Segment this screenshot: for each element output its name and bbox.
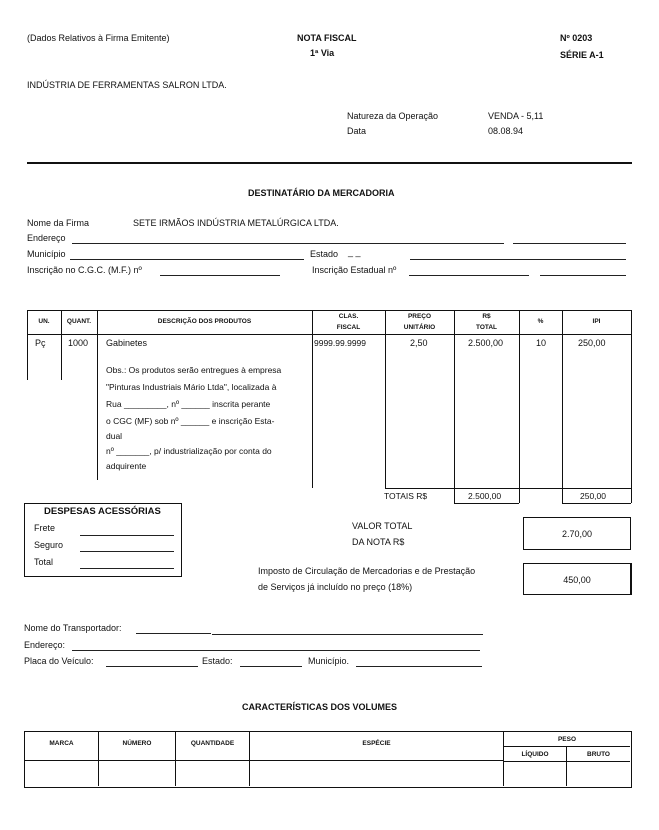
doc-title: NOTA FISCAL bbox=[297, 33, 357, 43]
valor-total-label: VALOR TOTAL bbox=[352, 521, 413, 531]
transporte-endereco-field[interactable] bbox=[72, 650, 480, 651]
endereco-field-2[interactable] bbox=[513, 243, 626, 244]
row-pct[interactable]: 10 bbox=[536, 338, 547, 348]
destinatario-title: DESTINATÁRIO DA MERCADORIA bbox=[248, 188, 395, 198]
col-header-bruto: BRUTO bbox=[587, 751, 610, 758]
obs-line: "Pinturas Industriais Mário Ltda", localizada à bbox=[106, 382, 277, 392]
totais-label: TOTAIS R$ bbox=[384, 491, 428, 501]
col-header-quant: QUANT. bbox=[66, 318, 92, 325]
municipio-label: Município bbox=[27, 249, 66, 259]
data-value: 08.08.94 bbox=[488, 126, 524, 136]
via-label: 1ª Via bbox=[310, 48, 335, 58]
col-header-ipi: IPI bbox=[592, 318, 601, 325]
emitente-caption: (Dados Relativos à Firma Emitente) bbox=[27, 33, 170, 43]
inscricao-cgc-field[interactable] bbox=[160, 275, 280, 276]
obs-line: adquirente bbox=[106, 461, 147, 471]
placa-label: Placa do Veículo: bbox=[24, 656, 94, 666]
col-header-marca: MARCA bbox=[49, 740, 74, 747]
obs-line: o CGC (MF) sob nº ______ e inscrição Esta- bbox=[106, 416, 275, 426]
frete-label: Frete bbox=[34, 523, 56, 533]
col-header-peso: PESO bbox=[557, 736, 577, 743]
row-un[interactable]: Pç bbox=[35, 338, 46, 348]
row-quant[interactable]: 1000 bbox=[68, 338, 89, 348]
nome-firma-label: Nome da Firma bbox=[27, 218, 90, 228]
col-header-total: TOTAL bbox=[475, 324, 498, 331]
volumes-title: CARACTERÍSTICAS DOS VOLUMES bbox=[242, 702, 398, 712]
municipio-field[interactable] bbox=[70, 259, 304, 260]
estado-label: Estado bbox=[310, 249, 339, 259]
transporte-municipio-label: Município. bbox=[308, 656, 350, 666]
estado-field-2[interactable] bbox=[410, 259, 626, 260]
col-header-liquido: LÍQUIDO bbox=[521, 751, 549, 758]
col-header-quantidade: QUANTIDADE bbox=[190, 740, 235, 747]
row-ipi[interactable]: 250,00 bbox=[578, 338, 606, 348]
obs-line: Obs.: Os produtos serão entregues à empresa bbox=[106, 365, 282, 375]
valor-total-value[interactable]: 2.70,00 bbox=[561, 529, 593, 539]
row-descricao[interactable]: Gabinetes bbox=[106, 338, 148, 348]
transporte-estado-label: Estado: bbox=[202, 656, 233, 666]
frete-field[interactable] bbox=[80, 535, 174, 536]
col-header-clas: CLAS. bbox=[338, 313, 359, 320]
transportador-field-2[interactable] bbox=[212, 634, 483, 635]
inscricao-estadual-field-2[interactable] bbox=[540, 275, 626, 276]
transportador-field[interactable] bbox=[136, 633, 211, 634]
totais-ipi[interactable]: 250,00 bbox=[580, 491, 606, 501]
obs-line: Rua _________, nº ______ inscrita perante bbox=[106, 399, 271, 409]
row-preco[interactable]: 2,50 bbox=[410, 338, 428, 348]
inscricao-cgc-label: Inscrição no C.G.C. (M.F.) nº bbox=[27, 265, 142, 275]
invoice-series: SÉRIE A-1 bbox=[560, 50, 604, 60]
despesas-total-field[interactable] bbox=[80, 568, 174, 569]
col-header-descricao: DESCRIÇÃO DOS PRODUTOS bbox=[157, 318, 252, 325]
col-header-numero: NÚMERO bbox=[122, 740, 152, 747]
icms-line-1: Imposto de Circulação de Mercadorias e de Prestação bbox=[258, 566, 476, 576]
transportador-label: Nome do Transportador: bbox=[24, 623, 122, 633]
invoice-number: Nº 0203 bbox=[560, 33, 593, 43]
obs-line: nº _______, p/ industrialização por conta do bbox=[106, 446, 272, 456]
col-header-especie: ESPÉCIE bbox=[362, 740, 391, 747]
row-total[interactable]: 2.500,00 bbox=[468, 338, 504, 348]
col-header-unitario: UNITÁRIO bbox=[403, 324, 436, 331]
col-header-rs: R$ bbox=[482, 313, 491, 320]
placa-field[interactable] bbox=[106, 666, 198, 667]
transporte-endereco-label: Endereço: bbox=[24, 640, 66, 650]
inscricao-estadual-label: Inscrição Estadual nº bbox=[312, 265, 397, 275]
col-header-pct: % bbox=[537, 318, 544, 325]
endereco-label: Endereço bbox=[27, 233, 66, 243]
despesas-total-label: Total bbox=[34, 557, 54, 567]
icms-line-2: de Serviços já incluído no preço (18%) bbox=[258, 582, 413, 592]
transporte-municipio-field[interactable] bbox=[356, 666, 482, 667]
nome-firma-value[interactable]: SETE IRMÃOS INDÚSTRIA METALÚRGICA LTDA. bbox=[133, 218, 339, 228]
inscricao-estadual-field[interactable] bbox=[409, 275, 529, 276]
obs-line: dual bbox=[106, 431, 123, 441]
natureza-label: Natureza da Operação bbox=[347, 111, 439, 121]
valor-total-label-2: DA NOTA R$ bbox=[352, 537, 405, 547]
header-divider bbox=[27, 162, 632, 164]
data-label: Data bbox=[347, 126, 367, 136]
seguro-label: Seguro bbox=[34, 540, 64, 550]
seguro-field[interactable] bbox=[80, 551, 174, 552]
col-header-un: UN. bbox=[38, 318, 50, 325]
col-header-fiscal: FISCAL bbox=[336, 324, 361, 331]
despesas-title: DESPESAS ACESSÓRIAS bbox=[44, 506, 161, 517]
natureza-value: VENDA - 5,11 bbox=[488, 111, 544, 121]
totais-value[interactable]: 2.500,00 bbox=[468, 491, 502, 501]
company-name: INDÚSTRIA DE FERRAMENTAS SALRON LTDA. bbox=[27, 80, 227, 90]
row-clas[interactable]: 9999.99.9999 bbox=[314, 338, 366, 348]
transporte-estado-field[interactable] bbox=[240, 666, 302, 667]
endereco-field[interactable] bbox=[72, 243, 504, 244]
icms-value[interactable]: 450,00 bbox=[563, 575, 591, 585]
col-header-preco: PREÇO bbox=[407, 313, 432, 320]
estado-value[interactable]: _ _ bbox=[348, 247, 361, 257]
